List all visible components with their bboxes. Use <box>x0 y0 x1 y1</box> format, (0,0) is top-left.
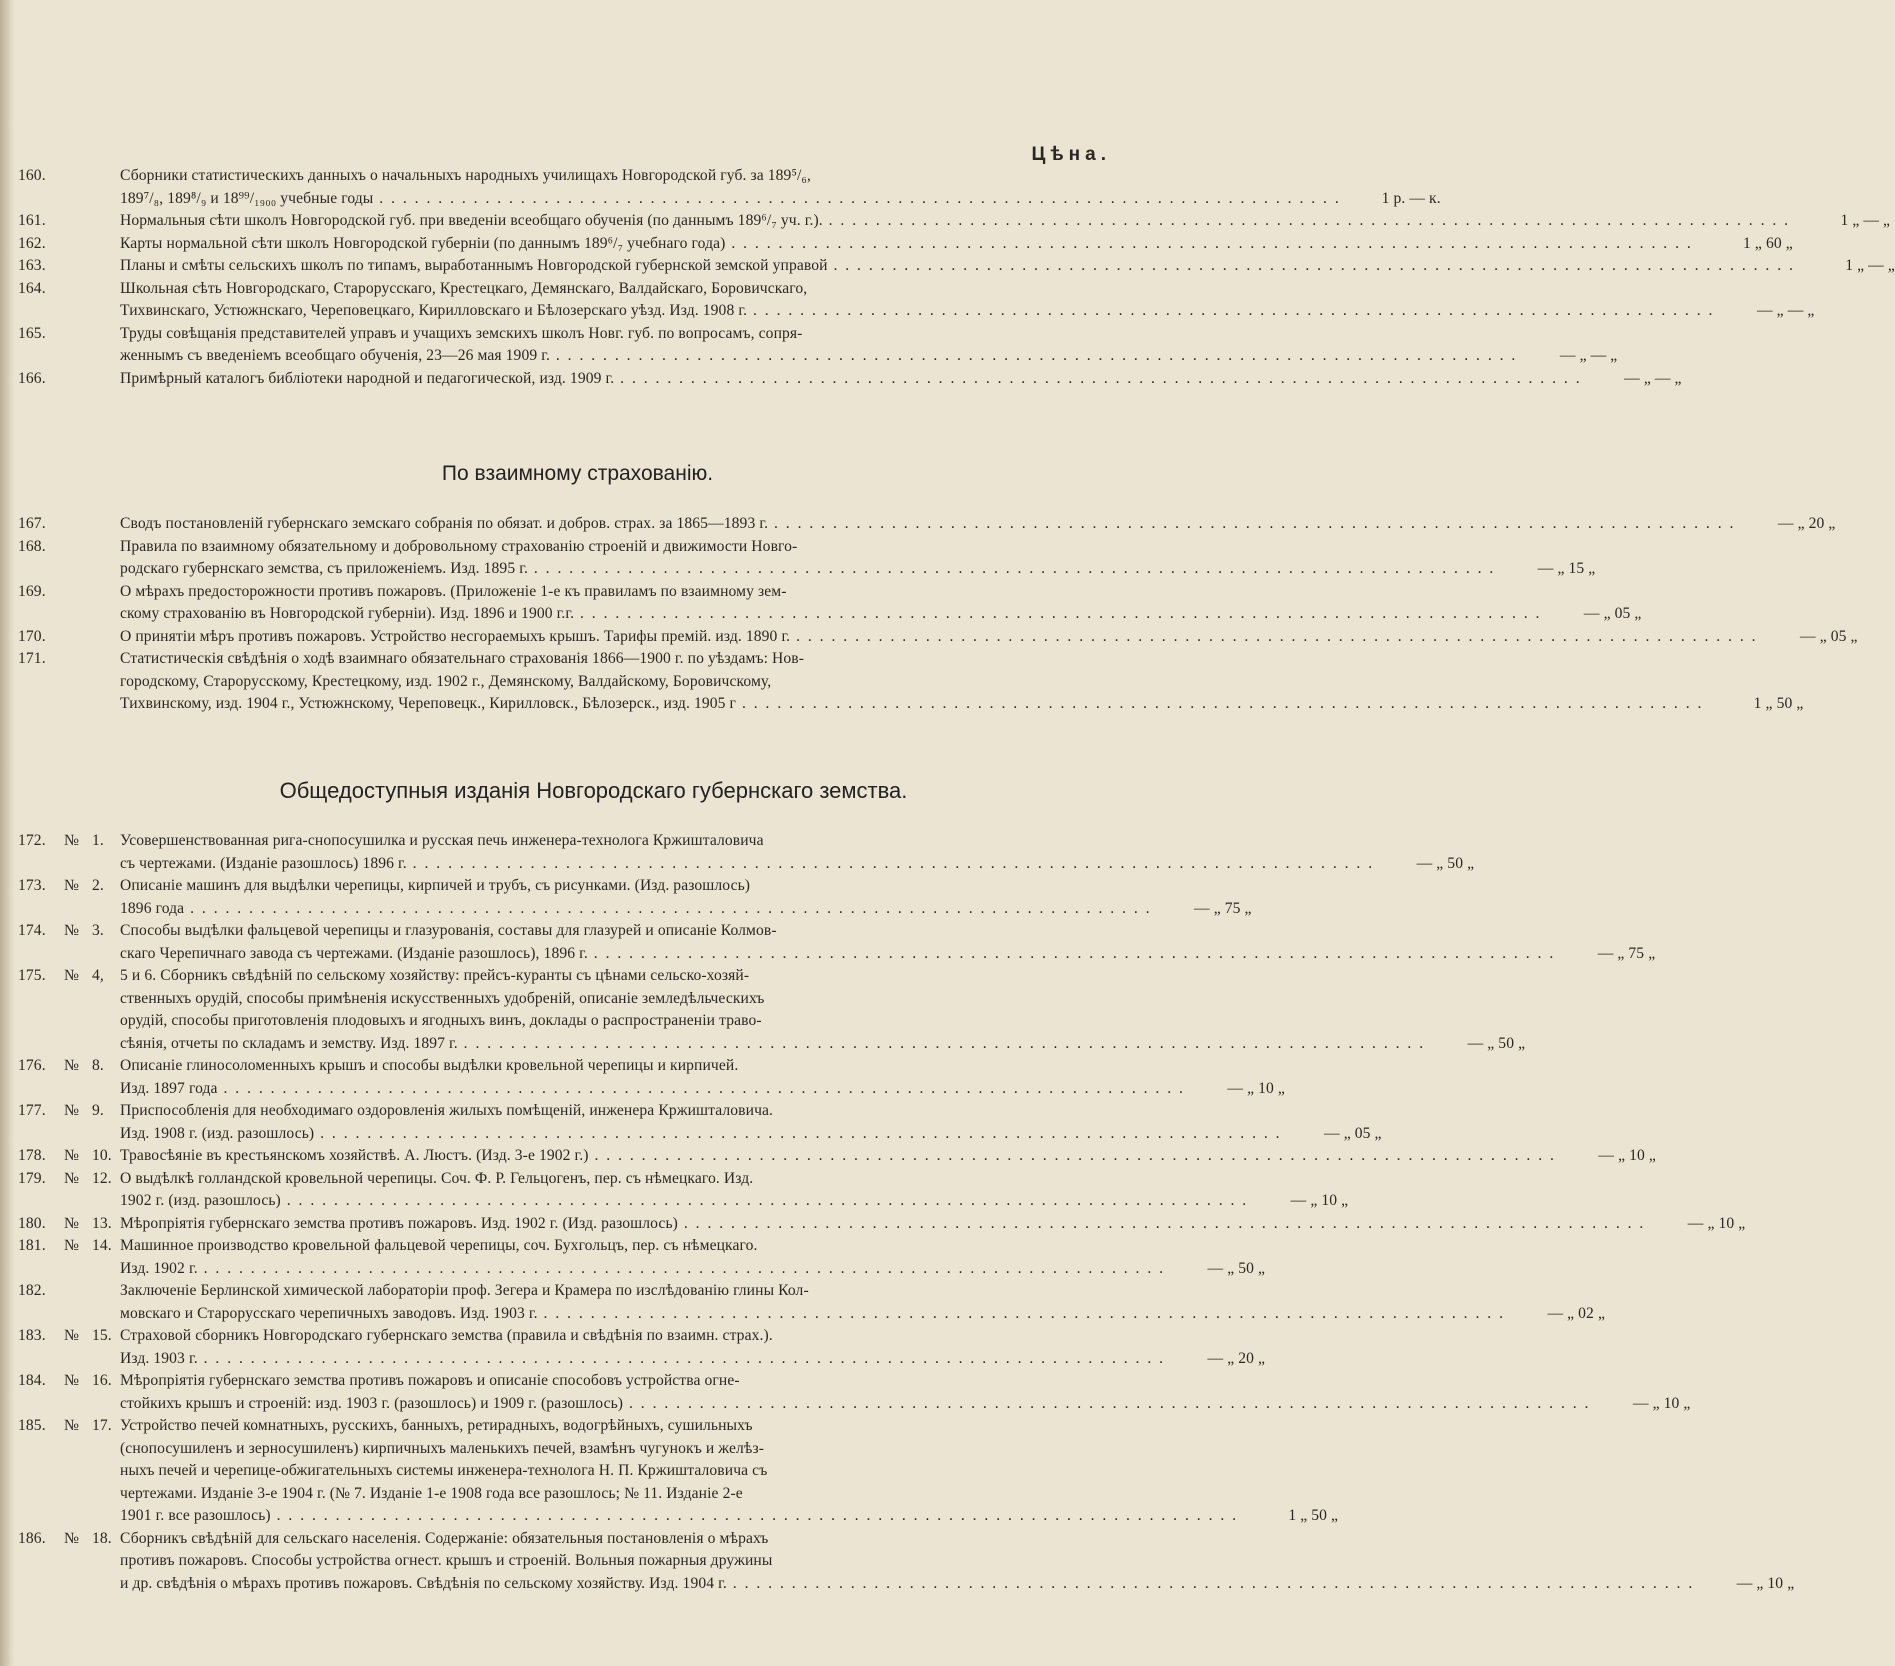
catalog-entry <box>18 513 1836 536</box>
entry-title-line: Страховой сборникъ Новгородскаго губернскаго земства (правила и свѣдѣнія по взаимн. страх.). <box>120 1327 773 1344</box>
catalog-entry <box>18 1415 1339 1528</box>
number-sign: № <box>64 1057 79 1074</box>
entry-title-line: Устройство печей комнатныхъ, русскихъ, банныхъ, ретирадныхъ, водогрѣйныхъ, сушильныхъ <box>120 1417 753 1434</box>
entry-title <box>120 1145 1560 1168</box>
section-insurance <box>18 513 1858 716</box>
series-number <box>92 536 120 581</box>
section-title-insurance: По взаимному страхованію. <box>441 462 714 485</box>
entry-title <box>120 1325 1169 1370</box>
entry-title-line: Сборникъ свѣдѣній для сельскаго населенія. Содержаніе: обязательныя постановленія о мѣрахъ <box>120 1529 769 1547</box>
entry-price: — „ 10 „ <box>1227 1079 1285 1097</box>
entry-number: 165. <box>18 324 46 342</box>
entry-title-line: Усовершенствованная рига-снопосушилка и русская печь инженера-технолога Кржишталовича <box>120 832 764 849</box>
number-sign <box>64 648 92 716</box>
entry-title-line: Труды совѣщанія представителей управъ и учащихъ земскихъ школъ Новг. губ. по вопросамъ, сопря- <box>120 324 803 342</box>
number-sign <box>64 513 92 536</box>
entry-title <box>120 648 1707 716</box>
entry-title-line: и др. свѣдѣнія о мѣрахъ противъ пожаровъ. Свѣдѣнія по сельскому хозяйству. Изд. 1904 г. . . . <box>120 1573 1694 1596</box>
entry-title <box>120 1055 1189 1100</box>
entry-title-line: Статистическія свѣдѣнія о ходѣ взаимнаго обязательнаго страхованія 1866—1900 г. по уѣздамъ: Нов- <box>120 650 805 667</box>
entry-number: 169. <box>18 582 46 600</box>
series-number <box>92 255 120 278</box>
entry-number: 173. <box>18 877 46 894</box>
entry-number: 176. <box>18 1057 46 1074</box>
entry-title <box>120 965 1429 1055</box>
entry-number: 166. <box>18 369 46 387</box>
entry-title-line: чертежами. Изданіе 3-е 1904 г. (№ 7. Изданіе 1-е 1908 года все разошлось; № 11. Изданіе 2-е <box>120 1484 743 1502</box>
entry-number: 168. <box>18 537 46 555</box>
entry-price: — „ 10 „ <box>1632 1394 1691 1412</box>
entry-title <box>120 830 1378 875</box>
section-general <box>18 165 1895 390</box>
entry-title-line: Травосѣяніе въ крестьянскомъ хозяйствѣ. А. Люстъ. (Изд. 3-е 1902 г.) . . . <box>120 1145 1556 1168</box>
catalog-entry <box>18 278 1815 323</box>
number-sign: № <box>64 1417 79 1434</box>
catalog-entry <box>18 1213 1746 1236</box>
number-sign <box>64 210 92 233</box>
series-number: 14. <box>92 1237 112 1254</box>
number-sign <box>64 626 92 649</box>
entry-title-line: скому страхованію въ Новгородской губерніи). Изд. 1896 и 1900 г.г. . . . <box>120 603 1541 626</box>
entry-title <box>120 581 1545 626</box>
number-sign: № <box>64 1327 79 1344</box>
entry-title-line: Мѣропріятія губернскаго земства противъ пожаровъ и описаніе способовъ устройства огне- <box>120 1372 740 1389</box>
series-number <box>92 581 120 626</box>
entry-number: 161. <box>18 212 46 229</box>
series-number <box>92 626 120 649</box>
entry-price: 1 „ — „ <box>1840 212 1891 229</box>
catalog-entry <box>18 648 1804 716</box>
number-sign: № <box>64 1372 79 1389</box>
entry-title <box>120 1213 1649 1236</box>
entry-title-line: Изд. 1897 года . . . <box>120 1078 1185 1101</box>
entry-price: — „ — „ <box>1756 302 1815 319</box>
entry-price: — „ — „ <box>1624 369 1682 387</box>
number-sign <box>64 1280 92 1325</box>
series-number: 10. <box>92 1147 112 1164</box>
series-number: 2. <box>92 877 104 894</box>
series-number: 13. <box>92 1214 112 1232</box>
entry-number: 167. <box>18 515 46 532</box>
number-sign <box>64 581 92 626</box>
entry-title-line: ныхъ печей и черепице-обжигательныхъ системы инженера-технолога Н. П. Кржишталовича съ <box>120 1462 768 1479</box>
catalog-entry <box>18 581 1642 626</box>
entry-price: 1 „ — „ <box>1845 257 1895 274</box>
entry-number: 163. <box>18 257 46 274</box>
entry-title-line: Мѣропріятія губернскаго земства противъ пожаровъ. Изд. 1902 г. (Изд. разошлось) . . . <box>120 1213 1645 1236</box>
catalog-entry <box>18 830 1475 875</box>
number-sign: № <box>64 1102 79 1119</box>
series-number <box>92 648 120 716</box>
catalog-entry <box>18 323 1618 368</box>
entry-title <box>120 513 1739 536</box>
entry-price: — „ 10 „ <box>1736 1574 1795 1592</box>
entry-number: 182. <box>18 1282 46 1299</box>
number-sign <box>64 536 92 581</box>
entry-number: 178. <box>18 1147 46 1164</box>
entry-title-line: 1901 г. все разошлось) . . . <box>120 1505 1238 1528</box>
entry-number: 180. <box>18 1214 46 1232</box>
entry-title <box>120 255 1799 278</box>
entry-number: 174. <box>18 922 46 939</box>
entry-price: — „ 75 „ <box>1194 899 1252 917</box>
series-number <box>92 513 120 536</box>
entry-number: 177. <box>18 1102 46 1119</box>
entry-price: — „ 05 „ <box>1583 605 1642 622</box>
entry-title-line: сѣянія, отчеты по складамъ и земству. Изд. 1897 г. . . . <box>120 1033 1425 1056</box>
entry-title-line: Школьная сѣть Новгородскаго, Старорусскаго, Крестецкаго, Демянскаго, Валдайскаго, Боровичскаго, <box>120 279 808 297</box>
catalog-entry <box>18 626 1858 649</box>
entry-price: — „ 05 „ <box>1324 1124 1382 1142</box>
entry-number: 170. <box>18 627 46 645</box>
entry-title-line: 189⁷/₈, 189⁸/₉ и 18⁹⁹/₁₉₀₀ учебные годы . . . <box>120 188 1341 211</box>
page-fold-shadow <box>0 0 14 1666</box>
series-number: 3. <box>92 922 104 939</box>
entry-price: — „ 02 „ <box>1547 1304 1605 1322</box>
number-sign: № <box>64 1237 79 1254</box>
entry-title <box>120 1168 1252 1213</box>
entry-title-line: мовскаго и Старорусскаго черепичныхъ заводовъ. Изд. 1903 г. . . . <box>120 1303 1505 1326</box>
entry-title <box>120 368 1586 391</box>
series-number <box>92 278 120 323</box>
entry-number: 172. <box>18 832 46 849</box>
entry-price: 1 „ 50 „ <box>1288 1507 1339 1524</box>
catalog-entry <box>18 210 1891 233</box>
entry-title-line: Изд. 1902 г. . . . <box>120 1258 1165 1281</box>
entry-title-line: 1896 года . . . <box>120 898 1152 921</box>
entry-title-line: Тихвинскаго, Устюжнскаго, Череповецкаго, Кирилловскаго и Бѣлозерскаго уѣзд. Изд. 1908 г. . . . <box>120 300 1714 323</box>
entry-title <box>120 165 1345 210</box>
entry-title-line: Тихвинскому, изд. 1904 г., Устюжнскому, Череповецк., Кирилловск., Бѣлозерск., изд. 1905 г . . . <box>120 693 1703 716</box>
entry-title-line: стойкихъ крышъ и строеній: изд. 1903 г. (разошлось) и 1909 г. (разошлось) . . . <box>120 1393 1590 1416</box>
entry-title-line: 5 и 6. Сборникъ свѣдѣній по сельскому хозяйству: прейсъ-куранты съ цѣнами сельско-хозяй- <box>120 967 750 984</box>
number-sign: № <box>64 1147 79 1164</box>
entry-number: 164. <box>18 279 46 297</box>
catalog-entry <box>18 368 1682 391</box>
entry-number: 171. <box>18 650 46 667</box>
entry-title-line: орудій, способы приготовленія плодовыхъ и ягодныхъ винъ, доклады о распространеніи траво- <box>120 1012 762 1029</box>
number-sign: № <box>64 967 79 984</box>
entry-price: — „ 20 „ <box>1777 515 1836 532</box>
entry-title-line: Планы и смѣты сельскихъ школъ по типамъ, выработаннымъ Новгородской губернской земской управой . . . <box>120 255 1795 278</box>
entry-title-line: Нормальныя сѣти школъ Новгородской губ. при введеніи всеобщаго обученія (по даннымъ 189⁶/₇ уч. г.). . . . <box>120 210 1790 233</box>
series-number <box>92 233 120 256</box>
entry-title-line: родскаго губернскаго земства, съ приложеніемъ. Изд. 1895 г. . . . <box>120 558 1495 581</box>
catalog-entry <box>18 920 1656 965</box>
entry-title <box>120 626 1762 649</box>
entry-price: 1 „ 60 „ <box>1743 234 1793 252</box>
entry-title-line: Изд. 1908 г. (изд. разошлось) . . . <box>120 1123 1282 1146</box>
entry-number: 183. <box>18 1327 46 1344</box>
entry-number: 185. <box>18 1417 46 1434</box>
catalog-entry <box>18 255 1895 278</box>
entry-price: 1 „ 50 „ <box>1753 695 1804 712</box>
entry-title-line: скаго Черепичнаго завода съ чертежами. (Изданіе разошлось), 1896 г. . . . <box>120 943 1555 966</box>
entry-price: — „ 10 „ <box>1598 1147 1656 1164</box>
entry-title <box>120 1100 1286 1145</box>
entry-price: — „ 10 „ <box>1290 1192 1349 1209</box>
catalog-entry <box>18 1145 1656 1168</box>
entry-title-line: Карты нормальной сѣти школъ Новгородской губерніи (по даннымъ 189⁶/₇ учебнаго года) . . . <box>120 233 1693 256</box>
entry-number: 160. <box>18 167 46 184</box>
catalog-entry <box>18 1370 1691 1415</box>
entry-price: — „ 15 „ <box>1537 560 1596 577</box>
price-column-header: Цѣна. <box>1031 144 1111 165</box>
entry-title-line: Описаніе машинъ для выдѣлки черепицы, кирпичей и трубъ, съ рисунками. (Изд. разошлось) <box>120 877 751 894</box>
number-sign: № <box>64 1529 79 1547</box>
entry-title <box>120 1415 1242 1528</box>
series-number <box>92 210 120 233</box>
entry-title-line: Примѣрный каталогъ библіотеки народной и педагогической, изд. 1909 г. . . . <box>120 368 1582 391</box>
entry-title-line: О мѣрахъ предосторожности противъ пожаровъ. (Приложеніе 1-е къ правиламъ по взаимному зем- <box>120 582 787 600</box>
entry-title-line: Машинное производство кровельной фальцевой черепицы, соч. Бухгольцъ, пер. съ нѣмецкаго. <box>120 1237 758 1254</box>
number-sign <box>64 278 92 323</box>
entry-title <box>120 920 1559 965</box>
section-public-editions <box>18 830 1795 1595</box>
catalog-entry <box>18 1235 1266 1280</box>
entry-title-line: О принятіи мѣръ противъ пожаровъ. Устройство несгораемыхъ крышъ. Тарифы премій. изд. 1890 г. . . . <box>120 626 1758 649</box>
number-sign <box>64 368 92 391</box>
entry-title-line: Сборники статистическихъ данныхъ о начальныхъ народныхъ училищахъ Новгородской губ. за 189⁵/₆, <box>120 167 811 184</box>
number-sign: № <box>64 1169 79 1187</box>
entry-title <box>120 1280 1509 1325</box>
entry-price: 1 р. — к. <box>1381 189 1441 207</box>
series-number: 16. <box>92 1372 112 1389</box>
series-number <box>92 323 120 368</box>
entry-price: — „ 05 „ <box>1800 627 1858 645</box>
series-number: 4, <box>92 967 104 984</box>
number-sign: № <box>64 832 79 849</box>
series-number <box>92 165 120 210</box>
section-title-public-editions: Общедоступныя изданія Новгородскаго губернскаго земства. <box>279 778 908 803</box>
entry-title-line: Описаніе глиносоломенныхъ крышъ и способы выдѣлки кровельной черепицы и кирпичей. <box>120 1057 739 1074</box>
entry-number: 175. <box>18 967 46 984</box>
series-number: 17. <box>92 1417 112 1434</box>
entry-title-line: Правила по взаимному обязательному и добровольному страхованію строеній и движимости Новго- <box>120 537 798 555</box>
number-sign <box>64 255 92 278</box>
entry-title <box>120 1235 1169 1280</box>
entry-title-line: Изд. 1903 г. . . . <box>120 1348 1165 1371</box>
entry-title <box>120 233 1697 256</box>
series-number: 18. <box>92 1529 112 1547</box>
entry-title-line: (снопосушиленъ и зерносушиленъ) кирпичныхъ маленькихъ печей, взамѣнъ чугунокъ и желѣз- <box>120 1439 764 1457</box>
series-number: 8. <box>92 1057 104 1074</box>
catalog-entry <box>18 875 1252 920</box>
number-sign <box>64 233 92 256</box>
entry-title-line: противъ пожаровъ. Способы устройства огнест. крышъ и строеній. Вольныя пожарныя дружины <box>120 1552 773 1569</box>
entry-title-line: ственныхъ орудій, способы примѣненія искусственныхъ удобреній, описаніе земледѣльческихъ <box>120 989 765 1007</box>
entry-number: 181. <box>18 1237 46 1254</box>
entry-title-line: О выдѣлкѣ голландской кровельной черепицы. Соч. Ф. Р. Гельцогенъ, пер. съ нѣмецкаго. Изд. <box>120 1169 754 1187</box>
series-number <box>92 368 120 391</box>
number-sign <box>64 323 92 368</box>
entry-price: — „ 50 „ <box>1416 854 1475 872</box>
number-sign: № <box>64 877 79 894</box>
entry-price: — „ 10 „ <box>1687 1214 1746 1232</box>
entry-title-line: женнымъ съ введеніемъ всеобщаго обученія, 23—26 мая 1909 г. . . . <box>120 345 1517 368</box>
entry-price: — „ — „ <box>1559 347 1618 364</box>
series-number: 1. <box>92 832 104 849</box>
catalog-entry <box>18 165 1441 210</box>
entry-title-line: Заключеніе Берлинской химической лабораторіи проф. Зегера и Крамера по изслѣдованію глины Кол- <box>120 1282 809 1299</box>
entry-title-line: Способы выдѣлки фальцевой черепицы и глазурованія, составы для глазурей и описаніе Колмов- <box>120 922 777 939</box>
number-sign <box>64 165 92 210</box>
catalog-entry <box>18 1055 1285 1100</box>
entry-title <box>120 1528 1698 1596</box>
entry-number: 184. <box>18 1372 46 1389</box>
entry-title <box>120 1370 1594 1415</box>
series-number <box>92 1280 120 1325</box>
entry-number: 179. <box>18 1169 46 1187</box>
entry-price: — „ 75 „ <box>1597 944 1656 962</box>
catalog-entry <box>18 233 1793 256</box>
catalog-entry <box>18 536 1596 581</box>
entry-title <box>120 875 1156 920</box>
catalog-entry <box>18 1325 1266 1370</box>
entry-price: — „ 50 „ <box>1467 1034 1526 1052</box>
catalog-entry <box>18 965 1526 1055</box>
entry-title <box>120 536 1499 581</box>
entry-number: 162. <box>18 234 46 252</box>
number-sign: № <box>64 922 79 939</box>
series-number: 9. <box>92 1102 104 1119</box>
number-sign: № <box>64 1214 79 1232</box>
entry-title <box>120 278 1718 323</box>
entry-number: 186. <box>18 1529 46 1547</box>
catalog-entry <box>18 1168 1349 1213</box>
entry-price: — „ 50 „ <box>1207 1259 1266 1277</box>
entry-title-line: Сводъ постановленій губернскаго земскаго собранія по обязат. и добров. страх. за 1865—1893 г. . . . <box>120 513 1735 536</box>
catalog-entry <box>18 1280 1605 1325</box>
entry-title <box>120 323 1521 368</box>
entry-price: — „ 20 „ <box>1207 1349 1266 1367</box>
catalog-entry <box>18 1528 1795 1596</box>
series-number: 15. <box>92 1327 112 1344</box>
series-number: 12. <box>92 1169 112 1187</box>
entry-title-line: съ чертежами. (Изданіе разошлось) 1896 г. . . . <box>120 853 1374 876</box>
entry-title-line: Приспособленія для необходимаго оздоровленія жилыхъ помѣщеній, инженера Кржишталовича. <box>120 1102 774 1119</box>
entry-title-line: 1902 г. (изд. разошлось) . . . <box>120 1190 1248 1213</box>
entry-title <box>120 210 1794 233</box>
entry-title-line: городскому, Старорусскому, Крестецкому, изд. 1902 г., Демянскому, Валдайскому, Боровичскому, <box>120 672 772 690</box>
catalog-entry <box>18 1100 1382 1145</box>
